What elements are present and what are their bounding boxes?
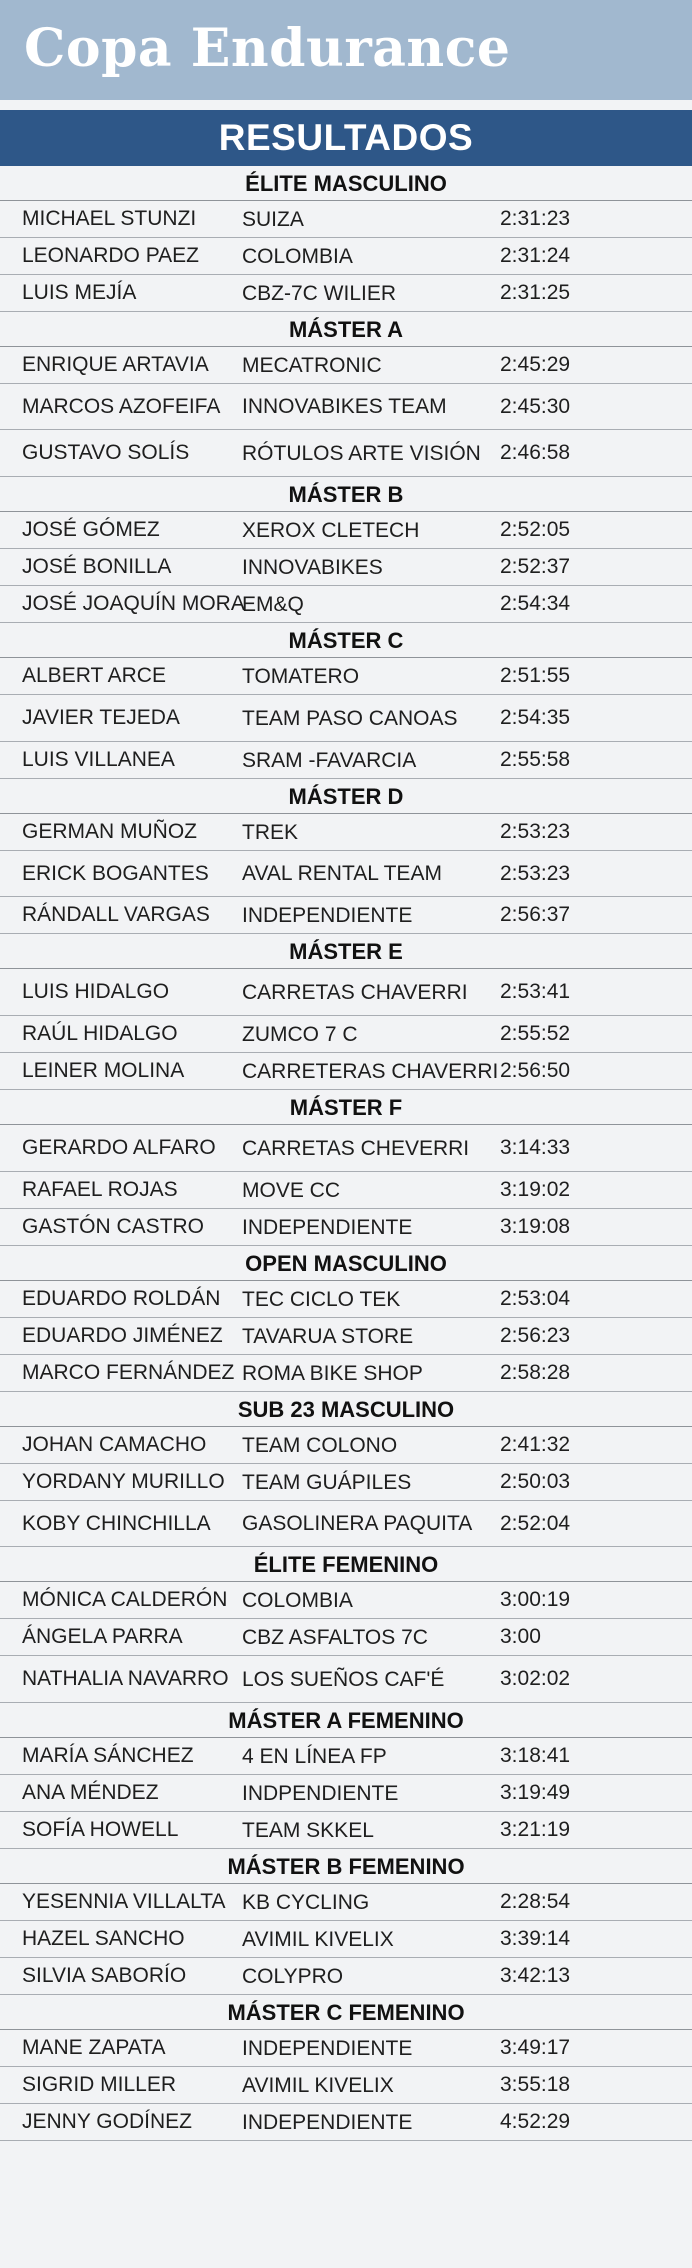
rider-name: JOSÉ BONILLA: [22, 555, 172, 578]
team-name: CARRETAS CHAVERRI: [242, 980, 468, 1004]
rider-name: JOSÉ GÓMEZ: [22, 518, 160, 541]
finish-time: 2:53:04: [500, 1287, 571, 1310]
rider-name: RÁNDALL VARGAS: [22, 903, 210, 926]
rider-name: JOSÉ JOAQUÍN MORA: [22, 592, 245, 615]
finish-time: 2:52:04: [500, 1511, 571, 1535]
team-name: MECATRONIC: [242, 353, 382, 377]
finish-time: 2:46:58: [500, 441, 571, 464]
team-name: SRAM -FAVARCIA: [242, 748, 417, 772]
finish-time: 2:52:37: [500, 555, 571, 578]
rider-name: EDUARDO JIMÉNEZ: [22, 1324, 223, 1347]
table-row: [0, 658, 692, 695]
table-row: [0, 549, 692, 586]
category-heading: SUB 23 MASCULINO: [0, 1392, 692, 1427]
finish-time: 3:19:02: [500, 1178, 571, 1201]
rider-name: LEINER MOLINA: [22, 1059, 185, 1082]
table-row: [0, 1427, 692, 1464]
rider-name: MARCO FERNÁNDEZ: [22, 1361, 235, 1384]
team-name: SUIZA: [242, 207, 304, 231]
category-heading: ÉLITE MASCULINO: [0, 166, 692, 201]
team-name: CBZ ASFALTOS 7C: [242, 1625, 428, 1649]
finish-time: 3:55:18: [500, 2073, 571, 2096]
finish-time: 2:45:30: [500, 394, 571, 418]
rider-name: GERMAN MUÑOZ: [22, 820, 197, 843]
table-row: [0, 238, 692, 275]
divider: [0, 100, 692, 110]
table-row: [0, 1812, 692, 1849]
table-row: [0, 1016, 692, 1053]
table-row: [0, 1619, 692, 1656]
team-name: KB CYCLING: [242, 1890, 370, 1914]
finish-time: 3:19:08: [500, 1215, 571, 1238]
table-row: [0, 1125, 692, 1172]
rider-name: LUIS VILLANEA: [22, 748, 175, 771]
category-heading: ÉLITE FEMENINO: [0, 1547, 692, 1582]
rider-name: NATHALIA NAVARRO: [22, 1667, 229, 1690]
finish-time: 2:55:58: [500, 748, 571, 771]
finish-time: 3:39:14: [500, 1927, 571, 1950]
table-row: [0, 969, 692, 1016]
table-row: [0, 1318, 692, 1355]
finish-time: 4:52:29: [500, 2110, 571, 2133]
table-row: [0, 201, 692, 238]
table-row: [0, 586, 692, 623]
team-name: INNOVABIKES TEAM: [242, 395, 447, 418]
team-name: COLOMBIA: [242, 244, 353, 268]
rider-name: GASTÓN CASTRO: [22, 1215, 205, 1238]
finish-time: 3:00:19: [500, 1588, 571, 1611]
table-row: [0, 512, 692, 549]
team-name: TOMATERO: [242, 664, 360, 688]
finish-time: 2:55:52: [500, 1022, 571, 1045]
finish-time: 2:53:41: [500, 980, 571, 1003]
team-name: ZUMCO 7 C: [242, 1022, 358, 1046]
finish-time: 2:31:25: [500, 281, 571, 304]
category-heading: MÁSTER A FEMENINO: [0, 1703, 692, 1738]
finish-time: 3:21:19: [500, 1818, 571, 1841]
table-row: [0, 2104, 692, 2141]
table-row: [0, 1656, 692, 1703]
rider-name: MANE ZAPATA: [22, 2036, 166, 2059]
team-name: LOS SUEÑOS CAF'É: [242, 1667, 445, 1691]
team-name: TAVARUA STORE: [242, 1324, 414, 1348]
team-name: TEAM COLONO: [242, 1433, 398, 1457]
rider-name: YORDANY MURILLO: [22, 1470, 225, 1493]
table-row: [0, 384, 692, 430]
table-row: [0, 1172, 692, 1209]
team-name: TEAM GUÁPILES: [242, 1470, 412, 1494]
table-row: [0, 814, 692, 851]
team-name: COLOMBIA: [242, 1588, 353, 1612]
finish-time: 3:42:13: [500, 1964, 571, 1987]
rider-name: LUIS HIDALGO: [22, 980, 170, 1003]
rider-name: ENRIQUE ARTAVIA: [22, 353, 209, 376]
category-heading: OPEN MASCULINO: [0, 1246, 692, 1281]
category-heading: MÁSTER C FEMENINO: [0, 1995, 692, 2030]
category-heading: MÁSTER C: [0, 623, 692, 658]
finish-time: 2:58:28: [500, 1361, 571, 1384]
finish-time: 2:31:24: [500, 244, 571, 267]
team-name: CARRETAS CHEVERRI: [242, 1136, 470, 1160]
team-name: TEC CICLO TEK: [242, 1287, 401, 1311]
finish-time: 2:45:29: [500, 353, 571, 376]
category-heading: MÁSTER B: [0, 477, 692, 512]
team-name: INDEPENDIENTE: [242, 903, 413, 927]
finish-time: 2:51:55: [500, 664, 571, 687]
team-name: MOVE CC: [242, 1178, 341, 1202]
category-heading: MÁSTER A: [0, 312, 692, 347]
finish-time: 2:41:32: [500, 1433, 571, 1456]
finish-time: 2:56:37: [500, 903, 571, 926]
team-name: RÓTULOS ARTE VISIÓN: [242, 441, 481, 465]
team-name: TEAM SKKEL: [242, 1818, 374, 1842]
team-name: AVIMIL KIVELIX: [242, 1927, 394, 1951]
finish-time: 3:18:41: [500, 1744, 571, 1767]
rider-name: ANA MÉNDEZ: [22, 1781, 159, 1804]
team-name: CARRETERAS CHAVERRI: [242, 1059, 499, 1083]
finish-time: 3:14:33: [500, 1136, 571, 1159]
table-row: [0, 1209, 692, 1246]
table-row: [0, 1958, 692, 1995]
team-name: AVAL RENTAL TEAM: [242, 862, 442, 885]
category-heading: MÁSTER F: [0, 1090, 692, 1125]
table-row: [0, 1884, 692, 1921]
table-row: [0, 2030, 692, 2067]
table-row: [0, 851, 692, 897]
team-name: INDEPENDIENTE: [242, 2036, 413, 2060]
team-name: COLYPRO: [242, 1964, 344, 1988]
table-row: [0, 1738, 692, 1775]
results-table: [0, 166, 692, 2141]
team-name: CBZ-7C WILIER: [242, 281, 397, 305]
rider-name: EDUARDO ROLDÁN: [22, 1287, 221, 1310]
rider-name: RAÚL HIDALGO: [22, 1022, 178, 1045]
finish-time: 2:56:23: [500, 1324, 571, 1347]
finish-time: 3:19:49: [500, 1781, 571, 1804]
results-heading: RESULTADOS: [0, 110, 692, 166]
rider-name: MÓNICA CALDERÓN: [22, 1588, 228, 1611]
rider-name: MARÍA SÁNCHEZ: [22, 1744, 194, 1767]
page-title: Copa Endurance: [24, 18, 511, 79]
finish-time: 2:54:35: [500, 706, 571, 729]
table-row: [0, 1281, 692, 1318]
finish-time: 3:02:02: [500, 1667, 571, 1690]
team-name: 4 EN LÍNEA FP: [242, 1744, 387, 1768]
finish-time: 2:53:23: [500, 820, 571, 843]
table-row: [0, 430, 692, 477]
table-row: [0, 275, 692, 312]
rider-name: SOFÍA HOWELL: [22, 1818, 179, 1841]
rider-name: LUIS MEJÍA: [22, 281, 137, 304]
rider-name: MICHAEL STUNZI: [22, 207, 197, 230]
category-heading: MÁSTER E: [0, 934, 692, 969]
rider-name: HAZEL SANCHO: [22, 1927, 185, 1950]
finish-time: 3:49:17: [500, 2036, 571, 2059]
table-row: [0, 742, 692, 779]
rider-name: YESENNIA VILLALTA: [22, 1890, 226, 1913]
rider-name: ÁNGELA PARRA: [22, 1625, 183, 1648]
rider-name: JENNY GODÍNEZ: [22, 2110, 192, 2133]
header-banner: [0, 0, 692, 100]
rider-name: ERICK BOGANTES: [22, 861, 209, 885]
table-row: [0, 1582, 692, 1619]
team-name: GASOLINERA PAQUITA: [242, 1512, 473, 1535]
category-heading: MÁSTER B FEMENINO: [0, 1849, 692, 1884]
rider-name: KOBY CHINCHILLA: [22, 1511, 211, 1535]
team-name: TREK: [242, 820, 299, 844]
finish-time: 2:53:23: [500, 861, 571, 885]
finish-time: 2:50:03: [500, 1470, 571, 1493]
rider-name: RAFAEL ROJAS: [22, 1178, 178, 1201]
table-row: [0, 1775, 692, 1812]
team-name: INNOVABIKES: [242, 555, 383, 579]
rider-name: ALBERT ARCE: [22, 664, 166, 687]
table-row: [0, 1921, 692, 1958]
finish-time: 2:52:05: [500, 518, 571, 541]
rider-name: JOHAN CAMACHO: [22, 1433, 207, 1456]
team-name: INDPENDIENTE: [242, 1781, 399, 1805]
finish-time: 2:54:34: [500, 592, 571, 615]
table-row: [0, 347, 692, 384]
rider-name: GERARDO ALFARO: [22, 1136, 216, 1159]
team-name: ROMA BIKE SHOP: [242, 1361, 423, 1385]
rider-name: MARCOS AZOFEIFA: [22, 394, 221, 418]
team-name: AVIMIL KIVELIX: [242, 2073, 394, 2097]
table-row: [0, 695, 692, 742]
table-row: [0, 1053, 692, 1090]
finish-time: 3:00: [500, 1625, 541, 1648]
rider-name: JAVIER TEJEDA: [22, 706, 180, 729]
finish-time: 2:31:23: [500, 207, 571, 230]
table-row: [0, 897, 692, 934]
rider-name: SIGRID MILLER: [22, 2073, 177, 2096]
rider-name: SILVIA SABORÍO: [22, 1964, 187, 1987]
table-row: [0, 1464, 692, 1501]
team-name: TEAM PASO CANOAS: [242, 706, 458, 730]
table-row: [0, 2067, 692, 2104]
rider-name: LEONARDO PAEZ: [22, 244, 199, 267]
table-row: [0, 1355, 692, 1392]
team-name: INDEPENDIENTE: [242, 2110, 413, 2134]
team-name: EM&Q: [242, 592, 304, 616]
finish-time: 2:56:50: [500, 1059, 571, 1082]
rider-name: GUSTAVO SOLÍS: [22, 441, 190, 464]
team-name: XEROX CLETECH: [242, 518, 420, 542]
category-heading: MÁSTER D: [0, 779, 692, 814]
finish-time: 2:28:54: [500, 1890, 571, 1913]
team-name: INDEPENDIENTE: [242, 1215, 413, 1239]
table-row: [0, 1501, 692, 1547]
